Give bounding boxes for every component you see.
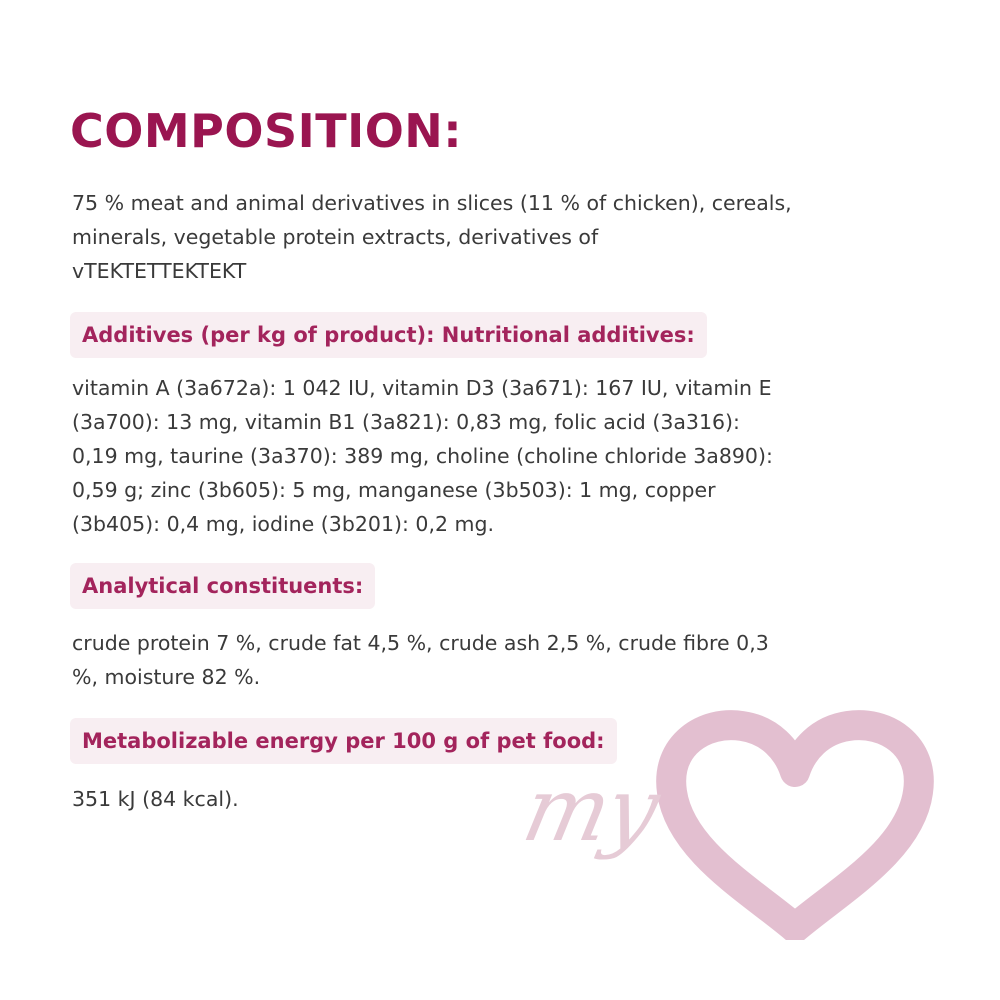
logo-text: my: [515, 758, 667, 861]
analytical-constituents-heading: Analytical constituents:: [70, 563, 375, 609]
additives-heading: Additives (per kg of product): Nutritional additives:: [70, 312, 707, 358]
ingredients-text: [72, 186, 892, 288]
energy-heading: Metabolizable energy per 100 g of pet food:: [70, 718, 617, 764]
additives-line: (3b405): 0,4 mg, iodine (3b201): 0,2 mg.: [72, 512, 495, 536]
additives-line: (3a700): 13 mg, vitamin B1 (3a821): 0,83 mg, folic acid (3a316):: [72, 410, 740, 434]
additives-line: 0,19 mg, taurine (3a370): 389 mg, choline (choline chloride 3a890):: [72, 444, 773, 468]
page-title: COMPOSITION:: [70, 104, 463, 158]
additives-line: 0,59 g; zinc (3b605): 5 mg, manganese (3b503): 1 mg, copper: [72, 478, 716, 502]
energy-value: 351 kJ (84 kcal).: [72, 787, 239, 811]
analytical-line: %, moisture 82 %.: [72, 665, 261, 689]
analytical-constituents-text: [72, 626, 892, 694]
ingredients-line: vTEKTETTEKTEKT: [72, 259, 247, 283]
ingredients-line: 75 % meat and animal derivatives in slices (11 % of chicken), cereals,: [72, 191, 792, 215]
additives-line: vitamin A (3a672a): 1 042 IU, vitamin D3 (3a671): 167 IU, vitamin E: [72, 376, 772, 400]
analytical-line: crude protein 7 %, crude fat 4,5 %, crude ash 2,5 %, crude fibre 0,3: [72, 631, 769, 655]
heart-icon: [650, 710, 940, 940]
ingredients-line: minerals, vegetable protein extracts, derivatives of: [72, 225, 599, 249]
additives-text: [72, 371, 892, 541]
